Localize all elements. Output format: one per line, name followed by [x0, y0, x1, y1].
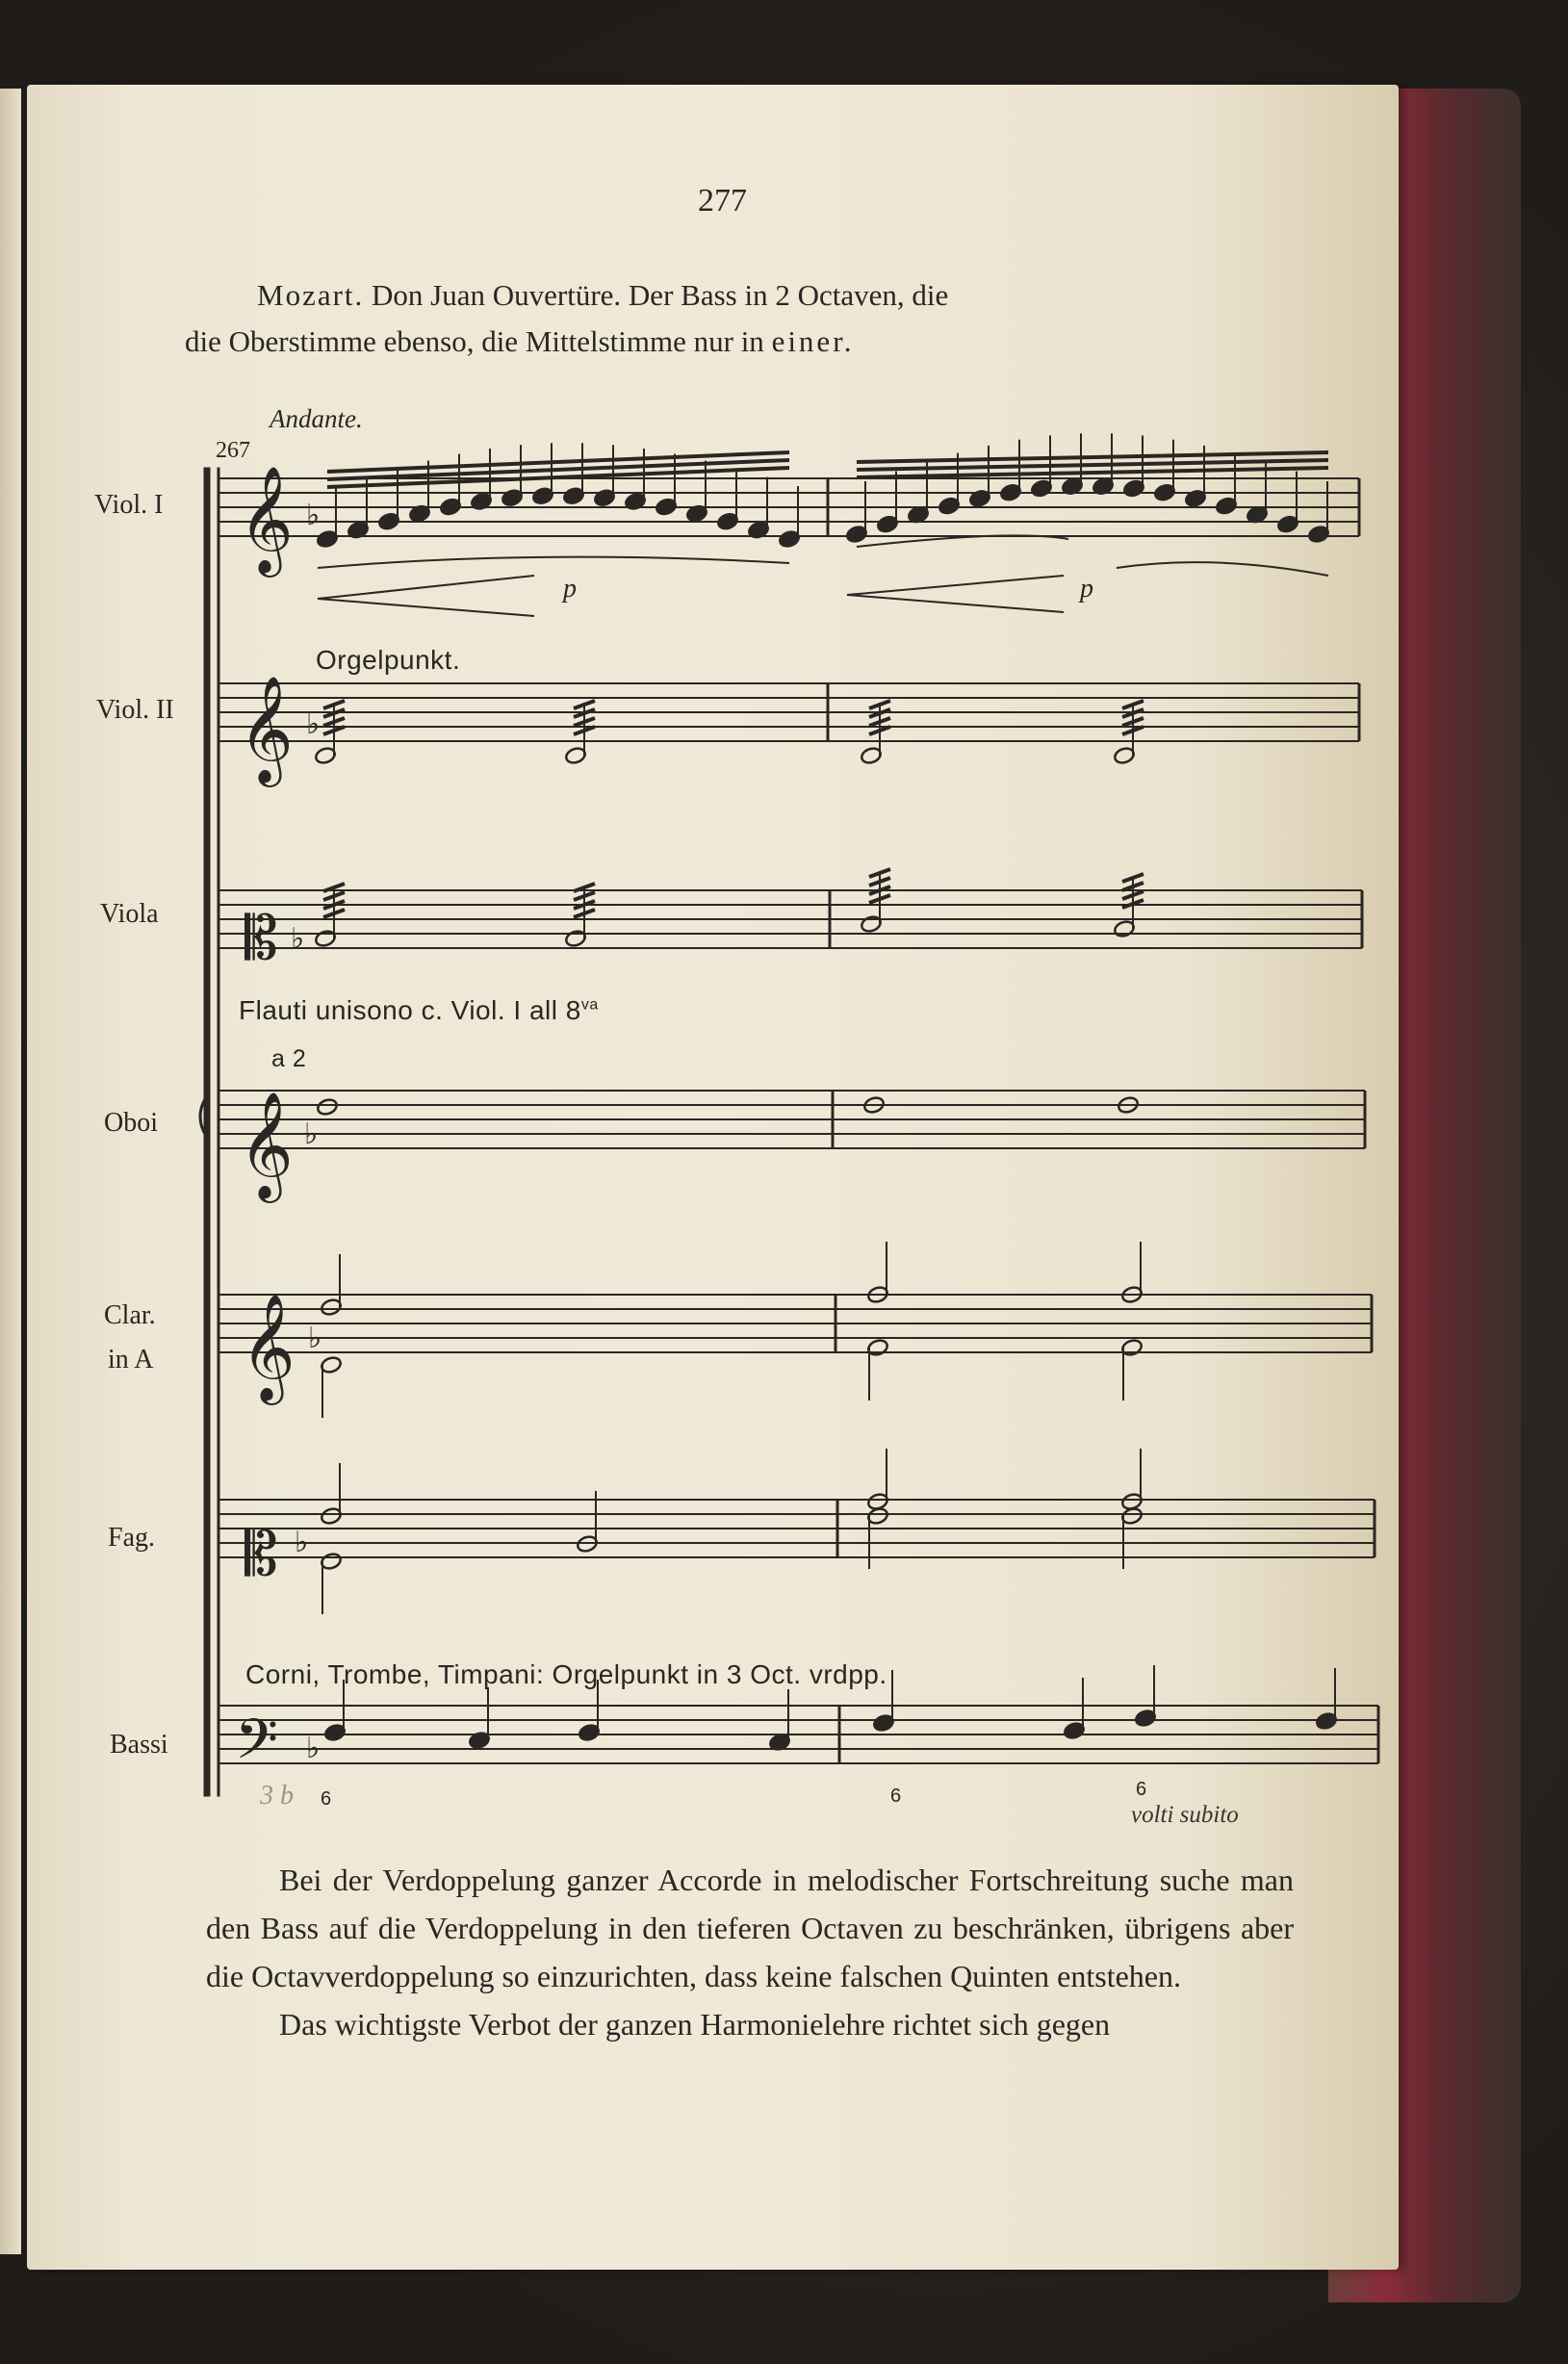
intro-desc: Der Bass in 2 Octaven, die: [628, 278, 949, 312]
staves: [219, 478, 1378, 1763]
tempo-marking: Andante.: [270, 404, 363, 433]
svg-text:♭: ♭: [306, 707, 321, 741]
svg-text:♭: ♭: [295, 1526, 309, 1559]
staff-fagotto: [219, 1500, 1375, 1557]
staff-bassi: [219, 1706, 1378, 1763]
noteheads: [314, 433, 1338, 1752]
hairpins: [318, 535, 1328, 616]
label-fagotto: Fag.: [108, 1523, 155, 1553]
svg-text:♭: ♭: [306, 499, 321, 532]
svg-text:𝄢: 𝄢: [235, 1707, 279, 1786]
dynamic-p-2: p: [1080, 574, 1093, 604]
svg-text:𝄡: 𝄡: [244, 903, 278, 973]
system-bar-thin: [218, 468, 219, 1796]
figured-bass-2: 6: [890, 1786, 902, 1807]
label-bassi: Bassi: [110, 1730, 168, 1760]
paragraph-2: Das wichtigste Verbot der ganzen Harmonielehre richtet sich gegen: [279, 2007, 1111, 2042]
dynamic-p-1: p: [563, 574, 577, 604]
pencil-annotation: 3 b: [260, 1781, 294, 1811]
figured-bass-3: 6: [1136, 1779, 1147, 1800]
corni-note: Corni, Trombe, Timpani: Orgelpunkt in 3 Oct. vrdpp.: [245, 1659, 887, 1689]
svg-text:♭: ♭: [308, 1322, 322, 1355]
example-number: 267: [216, 438, 250, 463]
svg-text:𝄞: 𝄞: [239, 465, 294, 573]
staff-clarinet: [219, 1295, 1372, 1352]
staff-oboi: [219, 1091, 1365, 1148]
page-number: 277: [698, 183, 747, 218]
intro-work: Don Juan Ouvertüre.: [372, 278, 622, 312]
intro-emphasis: einer.: [771, 324, 855, 358]
svg-text:𝄞: 𝄞: [241, 1293, 296, 1400]
flauti-note: Flauti unisono c. Viol. I all $8^{va}$: [239, 995, 599, 1025]
key-signatures: [291, 499, 321, 1765]
flauti-sup: va: [580, 996, 599, 1014]
svg-text:♭: ♭: [304, 1118, 319, 1151]
svg-text:♭: ♭: [291, 922, 305, 956]
svg-text:𝄞: 𝄞: [239, 675, 294, 783]
body-text: [206, 1856, 1294, 2048]
figured-bass-1: 6: [321, 1788, 332, 1810]
label-violin-2: Viol. II: [96, 695, 174, 725]
staff-viola: [219, 890, 1362, 948]
label-clarinet: Clar.: [104, 1300, 156, 1330]
label-violin-1: Viol. I: [94, 490, 164, 520]
label-oboi: Oboi: [104, 1108, 158, 1138]
oboe-note: [316, 1097, 339, 1117]
label-clarinet-key: in A: [108, 1345, 154, 1375]
orgelpunkt-label: Orgelpunkt.: [316, 645, 461, 675]
volti-subito: volti subito: [1131, 1802, 1239, 1828]
svg-text:♭: ♭: [306, 1732, 321, 1765]
label-viola: Viola: [100, 899, 159, 929]
composer-name: Mozart.: [257, 278, 365, 312]
intro-desc-2: die Oberstimme ebenso, die Mittelstimme nur in: [185, 324, 764, 358]
svg-text:𝄞: 𝄞: [239, 1091, 294, 1198]
svg-text:𝄡: 𝄡: [244, 1519, 278, 1589]
staff-violin-2: [219, 683, 1359, 741]
clefs: [235, 465, 296, 1786]
paragraph-1: Bei der Verdoppelung ganzer Accorde in melodischer Fortschreitung suche man den Bass auf die Verdoppelung in den tieferen Octaven zu beschränken, übrigens aber die Octavverdoppelung so einzurichten, dass keine falschen Quinten entstehen.: [206, 1863, 1294, 1993]
a2-marking: a 2: [271, 1045, 307, 1072]
